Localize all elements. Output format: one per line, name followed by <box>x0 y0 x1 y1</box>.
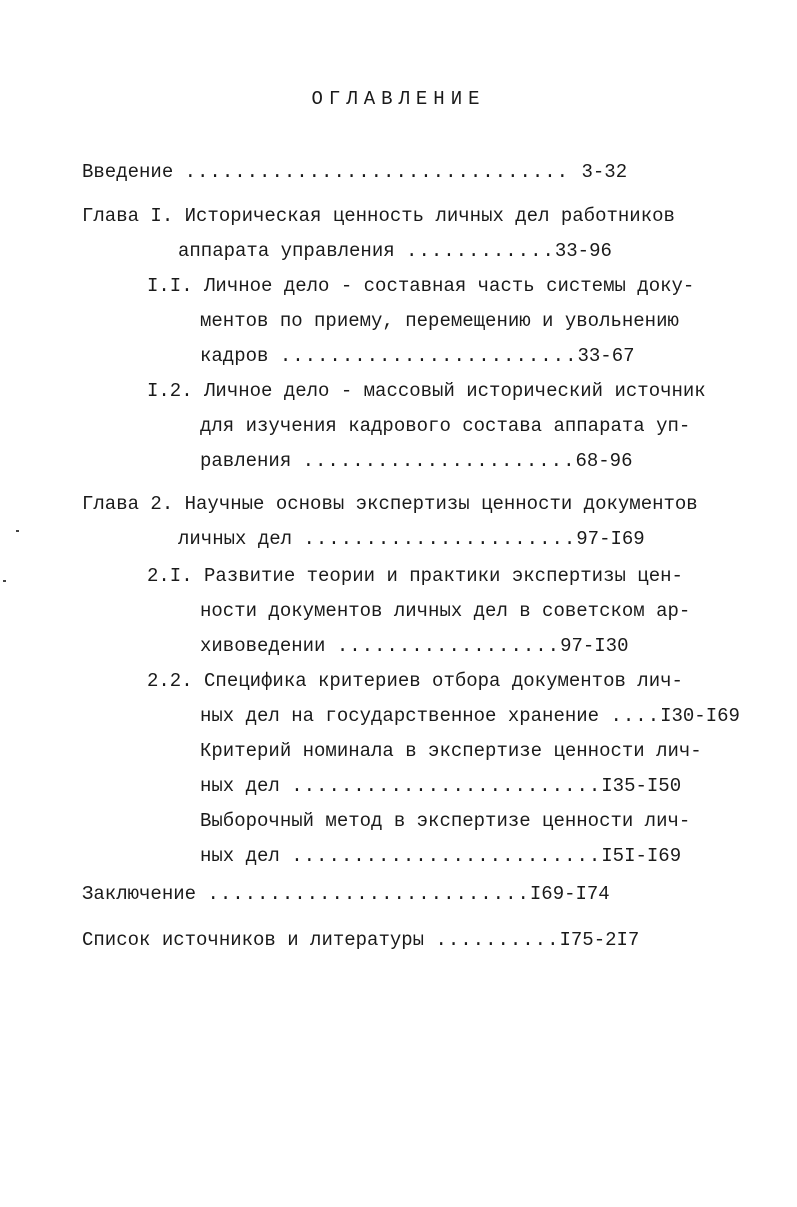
leader-dots: ......................... <box>291 845 602 867</box>
toc-entry-sub1-line2 <box>200 774 681 798</box>
toc-entry-s12-line3 <box>200 449 632 473</box>
page-range: I69-I74 <box>529 883 610 905</box>
entry-title: ных дел <box>200 775 280 797</box>
entry-title: Список источников и литературы <box>82 929 425 951</box>
leader-dots: ............................... <box>184 161 582 183</box>
entry-title: Введение <box>82 161 174 183</box>
page-range: 3-32 <box>581 161 628 183</box>
toc-entry-ch2-line2 <box>178 527 645 551</box>
leader-dots: .... <box>610 705 661 727</box>
toc-entry-s11-line1 <box>147 274 694 298</box>
toc-entry-s11-line3 <box>200 344 635 368</box>
leader-dots: ......................... <box>291 775 602 797</box>
entry-title: Личное дело - массовый исторический источник <box>204 380 706 402</box>
page-range: 97-I69 <box>576 528 645 550</box>
toc-entry-s21-line3 <box>200 634 628 658</box>
toc-entry-s12-line1 <box>147 379 706 403</box>
section-number: I.I. <box>147 275 193 297</box>
toc-entry-intro <box>82 160 627 184</box>
entry-title: равления <box>200 450 292 472</box>
toc-entry-s22-line1 <box>147 669 683 693</box>
entry-title: аппарата управления <box>178 240 395 262</box>
toc-entry-ch1-line2 <box>178 239 612 263</box>
page-range: I35-I50 <box>601 775 682 797</box>
toc-entry-sub1-line1: Критерий номинала в экспертизе ценности лич- <box>200 740 702 762</box>
toc-entry-s22-line2 <box>200 704 740 728</box>
toc-entry-ch2-line1: Глава 2. Научные основы экспертизы ценности документов <box>82 493 698 515</box>
scan-speck <box>3 580 6 582</box>
toc-entry-s12-line2: для изучения кадрового состава аппарата уп- <box>200 415 691 437</box>
entry-title: Развитие теории и практики экспертизы цен- <box>204 565 683 587</box>
leader-dots: .......................... <box>207 883 530 905</box>
page-range: I5I-I69 <box>601 845 682 867</box>
toc-entry-references <box>82 928 639 952</box>
entry-title: Специфика критериев отбора документов лич- <box>204 670 683 692</box>
page-range: 97-I30 <box>560 635 629 657</box>
page-range: I30-I69 <box>660 705 740 727</box>
toc-entry-ch1-line1: Глава I. Историческая ценность личных дел работников <box>82 205 675 227</box>
toc-entry-sub2-line1: Выборочный метод в экспертизе ценности лич- <box>200 810 691 832</box>
leader-dots: .................. <box>336 635 561 657</box>
entry-title: Личное дело - составная часть системы доку- <box>204 275 695 297</box>
leader-dots: .......... <box>435 929 560 951</box>
entry-title: ных дел <box>200 845 280 867</box>
scan-speck <box>16 530 19 532</box>
entry-title: хивоведении <box>200 635 326 657</box>
leader-dots: ........................ <box>279 345 578 367</box>
page-title: ОГЛАВЛЕНИЕ <box>311 88 486 110</box>
page-range: 68-96 <box>575 450 633 472</box>
leader-dots: ............ <box>406 240 555 262</box>
toc-entry-s11-line2: ментов по приему, перемещению и увольнению <box>200 310 679 332</box>
page-range: 33-67 <box>577 345 635 367</box>
entry-title: ных дел на государственное хранение <box>200 705 600 727</box>
page-range: 33-96 <box>554 240 612 262</box>
section-number: I.2. <box>147 380 193 402</box>
leader-dots: ...................... <box>303 528 577 550</box>
entry-title: личных дел <box>178 528 293 550</box>
section-number: 2.2. <box>147 670 193 692</box>
toc-entry-sub2-line2 <box>200 844 681 868</box>
section-number: 2.I. <box>147 565 193 587</box>
toc-entry-s21-line2: ности документов личных дел в советском ар- <box>200 600 691 622</box>
entry-title: Заключение <box>82 883 197 905</box>
entry-title: кадров <box>200 345 269 367</box>
toc-entry-conclusion <box>82 882 610 906</box>
leader-dots: ...................... <box>302 450 576 472</box>
toc-entry-s21-line1 <box>147 564 683 588</box>
page-range: I75-2I7 <box>559 929 640 951</box>
